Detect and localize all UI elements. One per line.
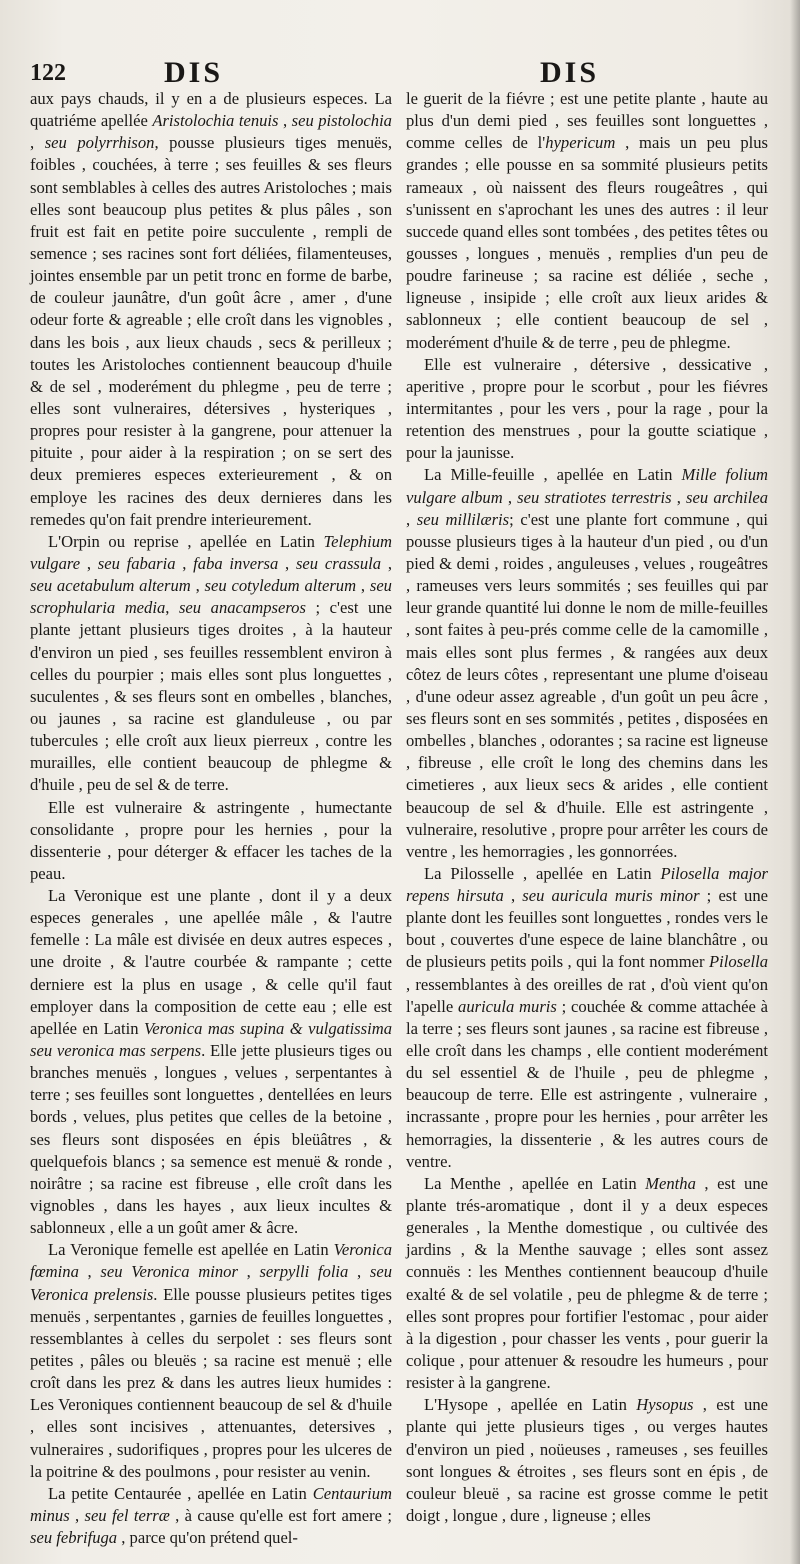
paragraph: La Pilosselle , apellée en Latin Pilosella major repens hirsuta , seu auricula muris minor ; est une plante dont les feuilles sont longuettes , rondes vers le bout , couvertes d'une espece de laine blanchâtre , ou de plusieurs petits poils , qui la font nommer Pilosella , ressemblantes à des oreilles de rat , d'où vient qu'on l'apelle auricula muris ; couchée & comme attachée à la terre ; ses fleurs sont jaunes , sa racine est fibreuse , elle croît dans les champs , elle contient moderément du sel essentiel & de l'huile , peu de phlegme , beaucoup de terre. Elle est astringente , vulneraire , incrassante , propre pour les hernies , pour arrêter les hemorragies, la dissenterie , & les autres cours de ventre. [406,863,768,1171]
paragraph: La Veronique femelle est apellée en Latin Veronica fœmina , seu Veronica minor , serpylli folia , seu Veronica prelensis. Elle pousse plusieurs petites tiges menuës , serpentantes , garnies de feuilles longuettes , ressemblantes à celles du serpolet : ses fleurs sont petites , pâles ou bleuës ; sa racine est menuë ; elle croît dans les prez & dans les autres lieux humides : Les Veroniques contiennent beaucoup de sel & d'huile , elles sont incisives , attenuantes, detersives , vulneraires , sudorifiques , propres pour les ulceres de la poitrine & des poulmons , pour resister au venin. [30,1240,392,1481]
running-head-right: DIS [540,56,600,89]
paragraph: La Menthe , apellée en Latin Mentha , est une plante trés-aromatique , dont il y a deux especes generales , la Menthe domestique , ou cultivée des jardins , & la Menthe sauvage ; elles sont assez connuës : les Menthes contiennent beaucoup d'huile exalté & de sel volatile , peu de phlegme & de terre ; elles sont propres pour fortifier l'estomac , pour aider à la digestion , pour chasser les vents , pour guerir la colique , pour attenuer & resoudre les humeurs , pour resister à la gangrene. [406,1173,768,1393]
paragraph: le guerit de la fiévre ; est une petite plante , haute au plus d'un demi pied , ses feuilles sont longuettes , comme celles de l'hypericum , mais un peu plus grandes ; elle pousse en sa sommité plusieurs petits rameaux , où naissent des fleurs rougeâtres , qui s'unissent en s'aprochant les unes des autres : il leur succede quand elles sont tombées , des petites têtes ou gousses , longues , menuës , remplies d'un peu de poudre farineuse ; sa racine est déliée , seche , ligneuse , insipide ; elle croît aux lieux arides & sablonneux ; elle contient beaucoup de sel , moderément d'huile & de terre , peu de phlegme. [406,89,768,352]
page-edge-shadow [790,0,800,1564]
page-header [30,56,782,90]
paragraph: L'Orpin ou reprise , apellée en Latin Telephium vulgare , seu fabaria , faba inversa , seu crassula , seu acetabulum alterum , seu cotyledum alterum , seu scrophularia media, seu anacampseros ; c'est une plante jettant plusieurs tiges droites , à la hauteur d'environ un pied , ses feuilles ressemblent environ à celles du pourpier ; mais elles sont plus longuettes , suculentes , & ses fleurs sont en ombelles , blanches, ou jaunes , sa racine est glanduleuse , ou par tubercules ; elle croît aux lieux pierreux , contre les murailles, elle contient beaucoup de phlegme & d'huile , peu de sel & de terre. [30,531,393,795]
paragraph: La petite Centaurée , apellée en Latin Centaurium minus , seu fel terræ , à cause qu'elle est fort amere ; seu febrifuga , parce qu'on prétend quel- [30,1483,392,1548]
paragraph: La Veronique est une plante , dont il y a deux especes generales , une apellée mâle , & l'autre femelle : La mâle est divisée en deux autres especes , une droite , & l'autre courbée & rampante ; cette derniere est la plus en usage , & celle qu'il faut employer dans la composition de cette eau ; elle est apellée en Latin Veronica mas supina & vulgatissima seu veronica mas serpens. Elle jette plusieurs tiges ou branches menuës , longues , velues , serpentantes à terre ; ses feuilles sont longuettes , dentellées en leurs bords , velues, plus petites que celles de la betoine , ses fleurs sont disposées en épis bleüâtres , & quelquefois blancs ; sa semence est menuë & ronde , noirâtre ; sa racine est fibreuse , elle croît dans les vignobles , dans les hayes , aux lieux incultes & sablonneux , elle a un goût amer & âcre. [30,886,392,1238]
paragraph: Elle est vulneraire & astringente , humectante consolidante , propre pour les hernies , pour la dissenterie , pour déterger & effacer les taches de la peau. [30,797,392,883]
paragraph: aux pays chauds, il y en a de plusieurs especes. La quatriéme apellée Aristolochia tenuis , seu pistolochia , seu polyrrhison, pousse plusieurs tiges menuës, foibles , couchées, à terre ; ses feuilles & ses fleurs sont semblables à celles des autres Aristoloches ; mais elles sont beaucoup plus petites & plus pâles , son fruit est fait en petite poire succulente , rempli de semence ; ses racines sont fort déliées, filamenteuses, jointes ensemble par un petit tronc en forme de barbe, de couleur jaunâtre, d'un goût âcre , amer , d'une odeur forte & agreable ; elle croît dans les vignobles , dans les bois , aux lieux chauds , secs & perilleux ; toutes les Aristoloches contiennent beaucoup d'huile & de sel , moderément du phlegme , peu de terre ; elles sont vulneraires, détersives , hysteriques , propres pour resister à la gangrene, pour attenuer la pituite , pour aider à la respiration ; on se sert des deux premieres especes exterieurement , & on employe les racines des deux dernieres dans les remedes qu'on fait prendre interieurement. [30,89,393,529]
paragraph: Elle est vulneraire , détersive , dessicative , aperitive , propre pour le scorbut , pour les fiévres intermitantes , pour les vers , pour la rage , pour la retention des menstrues , pour la goutte sciatique , pour la jaunisse. [406,354,768,463]
running-head-left: DIS [164,56,224,89]
paragraph: La Mille-feuille , apellée en Latin Mille folium vulgare album , seu stratiotes terrestris , seu archilea , seu millilæris; c'est une plante fort commune , qui pousse plusieurs tiges à la hauteur d'un pied , ou d'un pied & demi , roides , anguleuses , velues , rougeâtres , rameuses vers leurs sommités ; ses feuilles qui par leur grande quantité lui donne le nom de mille-feuilles , sont faites à peu-prés comme celle de la camomille , mais elles sont plus fermes , & rangées aux deux côtez de leurs côtes , representant une plume d'oiseau , d'une odeur assez agreable , d'un goût un peu âcre , ses fleurs sont en ses sommités , petites , disposées en ombelles , blanches , odorantes ; sa racine est ligneuse , fibreuse , elle croît le long des chemins dans les cimetieres , aux lieux secs & arides , elle contient beaucoup de sel & d'huile. Elle est astringente , vulneraire, resolutive , propre pour arrêter les cours de ventre , les hemorragies , les gonnorrées. [406,465,769,861]
page-number: 122 [30,60,66,86]
left-column [30,88,392,1549]
paragraph: L'Hysope , apellée en Latin Hysopus , est une plante qui jette plusieurs tiges , ou verges hautes d'environ un pied , noüeuses , rameuses , ses feuilles sont longues & étroites , ses fleurs sont en épis , de couleur bleuë , sa racine est grosse comme le petit doigt , longue , dure , ligneuse ; elles [406,1395,768,1525]
right-column [406,88,768,1527]
